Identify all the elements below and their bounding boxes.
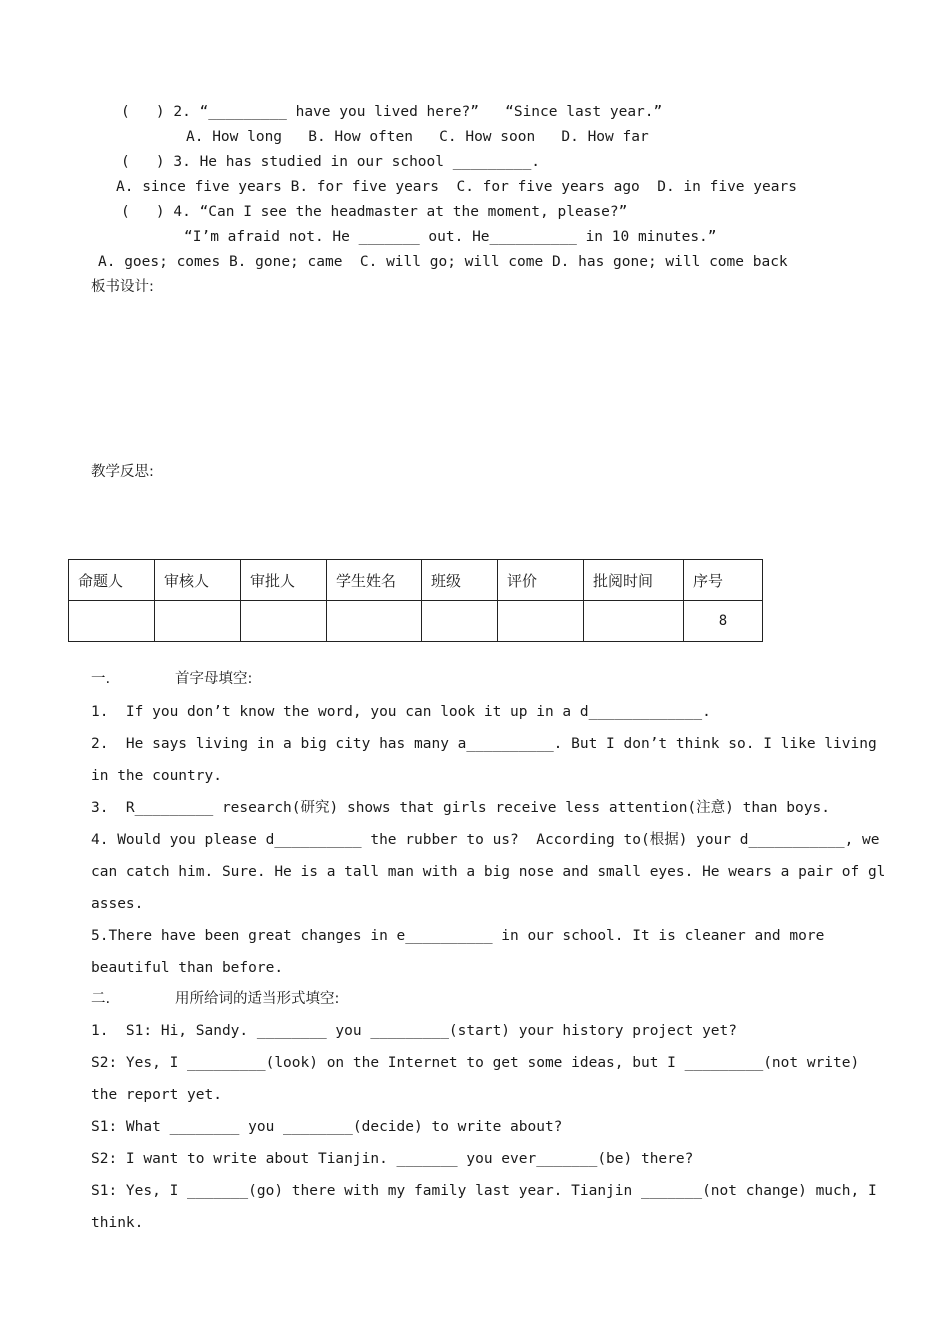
question-4: ( ) 4. “Can I see the headmaster at the moment, please?” bbox=[121, 204, 628, 220]
table-cell bbox=[69, 601, 155, 642]
section-2-title: 用所给词的适当形式填空: bbox=[175, 991, 340, 1007]
section-1-line: in the country. bbox=[91, 768, 222, 784]
question-2-options: A. How long B. How often C. How soon D. How far bbox=[186, 129, 649, 145]
table-cell bbox=[327, 601, 422, 642]
table-cell bbox=[584, 601, 684, 642]
question-2: ( ) 2. “_________ have you lived here?” “Since last year.” bbox=[121, 104, 663, 120]
info-table bbox=[68, 559, 763, 642]
section-1-line: beautiful than before. bbox=[91, 960, 284, 976]
section-1-line: 4. Would you please d__________ the rubber to us? According to(根据) your d___________, we bbox=[91, 832, 880, 848]
table-row bbox=[69, 601, 763, 642]
table-cell-serial: 8 bbox=[684, 601, 763, 642]
section-1-line: 1. If you don’t know the word, you can look it up in a d_____________. bbox=[91, 704, 711, 720]
table-header-cell: 序号 bbox=[684, 560, 763, 601]
question-4-line2: “I’m afraid not. He _______ out. He__________ in 10 minutes.” bbox=[184, 229, 717, 245]
section-1-line: asses. bbox=[91, 896, 144, 912]
section-1-title: 首字母填空: bbox=[175, 671, 253, 687]
section-1-line: 2. He says living in a big city has many a__________. But I don’t think so. I like living bbox=[91, 736, 877, 752]
table-cell bbox=[498, 601, 584, 642]
section-1-line: can catch him. Sure. He is a tall man with a big nose and small eyes. He wears a pair of gl bbox=[91, 864, 886, 880]
section-2-line: S2: I want to write about Tianjin. _______ you ever_______(be) there? bbox=[91, 1151, 694, 1167]
question-3-options: A. since five years B. for five years C. for five years ago D. in five years bbox=[116, 179, 797, 195]
table-header-cell: 学生姓名 bbox=[327, 560, 422, 601]
section-2-line: think. bbox=[91, 1215, 144, 1231]
section-2-line: S1: Yes, I _______(go) there with my family last year. Tianjin _______(not change) much, I bbox=[91, 1183, 877, 1199]
section-2-number: 二. bbox=[91, 991, 111, 1007]
teaching-reflection-label: 教学反思: bbox=[91, 464, 154, 480]
table-header-cell: 命题人 bbox=[69, 560, 155, 601]
table-header-row bbox=[69, 560, 763, 601]
table-cell bbox=[241, 601, 327, 642]
table-header-cell: 审批人 bbox=[241, 560, 327, 601]
section-1-line: 5.There have been great changes in e__________ in our school. It is cleaner and more bbox=[91, 928, 825, 944]
table-cell bbox=[155, 601, 241, 642]
section-2-line: S2: Yes, I _________(look) on the Internet to get some ideas, but I _________(not write) bbox=[91, 1055, 860, 1071]
table-header-cell: 班级 bbox=[422, 560, 498, 601]
table-header-cell: 审核人 bbox=[155, 560, 241, 601]
question-4-options: A. goes; comes B. gone; came C. will go; will come D. has gone; will come back bbox=[98, 254, 788, 270]
section-1-number: 一. bbox=[91, 671, 111, 687]
table-cell bbox=[422, 601, 498, 642]
board-design-label: 板书设计: bbox=[91, 279, 154, 295]
section-1-line: 3. R_________ research(研究) shows that girls receive less attention(注意) than boys. bbox=[91, 800, 830, 816]
section-2-line: the report yet. bbox=[91, 1087, 222, 1103]
section-2-line: 1. S1: Hi, Sandy. ________ you _________(start) your history project yet? bbox=[91, 1023, 738, 1039]
question-3: ( ) 3. He has studied in our school _________. bbox=[121, 154, 541, 170]
table-header-cell: 评价 bbox=[498, 560, 584, 601]
table-header-cell: 批阅时间 bbox=[584, 560, 684, 601]
section-2-line: S1: What ________ you ________(decide) to write about? bbox=[91, 1119, 563, 1135]
